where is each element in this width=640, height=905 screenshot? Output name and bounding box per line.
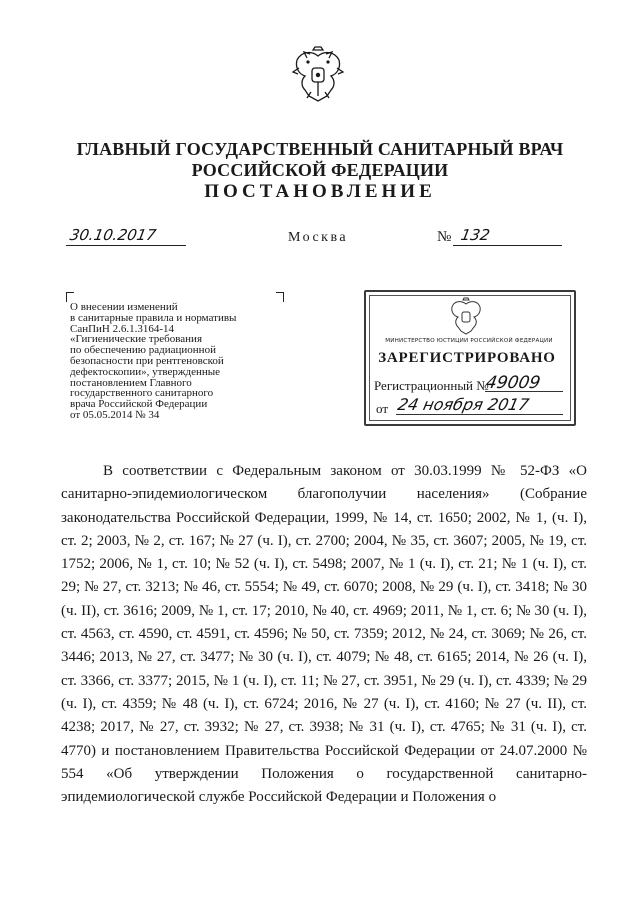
stamp-date-underline [396,414,563,415]
document-city: Москва [288,230,349,245]
authority-title-line-1: ГЛАВНЫЙ ГОСУДАРСТВЕННЫЙ САНИТАРНЫЙ ВРАЧ [76,139,564,159]
stamp-ministry-name: МИНИСТЕРСТВО ЮСТИЦИИ РОССИЙСКОЙ ФЕДЕРАЦИИ [385,338,553,344]
registration-stamp [364,290,576,426]
stamp-emblem-icon [448,297,484,337]
stamp-registration-number: 49009 [484,373,542,393]
date-underline [66,245,186,246]
body-paragraph: В соответствии с Федеральным законом от 30.03.1999 № 52-ФЗ «О санитарно-эпидемиологическом благополучии населения» (Собрание законодательства Российской Федерации, 1999, № 14, ст. 1650; 2002, № 1, (ч. I), ст. 2; 2003, № 2, ст. 167; № 27 (ч. I), ст. 2700; 2004, № 35, ст. 3607; 2005, № 19, ст. 1752; 2006, № 1, ст. 10; № 52 (ч. I), ст. 5498; 2007, № 1 (ч. I), ст. 21; № 1 (ч. I), ст. 29; № 27, ст. 3213; № 46, ст. 5554; № 49, ст. 6070; 2008, № 29 (ч. I), ст. 3418; № 30 (ч. II), ст. 3616; 2009, № 1, ст. 17; 2010, № 40, ст. 4969; 2011, № 1, ст. 6; № 30 (ч. I), ст. 4563, ст. 4590, ст. 4591, ст. 4596; № 50, ст. 7359; 2012, № 24, ст. 3069; № 26, ст. 3446; 2013, № 27, ст. 3477; № 30 (ч. I), ст. 4079; № 48, ст. 6165; 2014, № 26 (ч. I), ст. 3366, ст. 3377; 2015, № 1 (ч. I), ст. 11; № 27, ст. 3951, № 29 (ч. I), ст. 4339; № 29 (ч. I), ст. 4359; № 48 (ч. I), ст. 6724; 2016, № 27 (ч. I), ст. 4160; № 27 (ч. II), ст. 4238; 2017, № 27, ст. 3932; № 27, ст. 3938; № 31 (ч. I), ст. 4765; № 31 (ч. I), ст. 4770) и постановлением Правительства Российской Федерации от 24.07.2000 № 554 «Об утверждении Положения о государственной санитарно-эпидемиологической службе Российской Федерации и Положения о [61,463,587,806]
authority-title-line-2: РОССИЙСКОЙ ФЕДЕРАЦИИ [191,160,449,180]
document-number: 132 [459,226,492,244]
number-underline [453,245,562,246]
subject-bracket-right [276,292,284,302]
stamp-date: 24 ноября 2017 [395,395,531,414]
stamp-status: ЗАРЕГИСТРИРОВАНО [378,350,556,366]
stamp-date-label: от [376,401,389,416]
coat-of-arms-emblem [291,46,345,104]
document-number-label: № [437,229,452,245]
stamp-registration-underline [485,391,563,392]
document-subject: О внесении изменений в санитарные правила и нормативы СанПиН 2.6.1.3164-14 «Гигиенические требования по обеспечению радиационной безопасности при рентгеновской дефектоскопии», утвержденные постановлением Главного государственного санитарного врача Российской Федерации от 05.05.2014 № 34 [70,301,237,421]
document-type-title: ПОСТАНОВЛЕНИЕ [204,181,436,202]
document-date: 30.10.2017 [68,226,158,244]
stamp-registration-label: Регистрационный № [374,378,489,393]
